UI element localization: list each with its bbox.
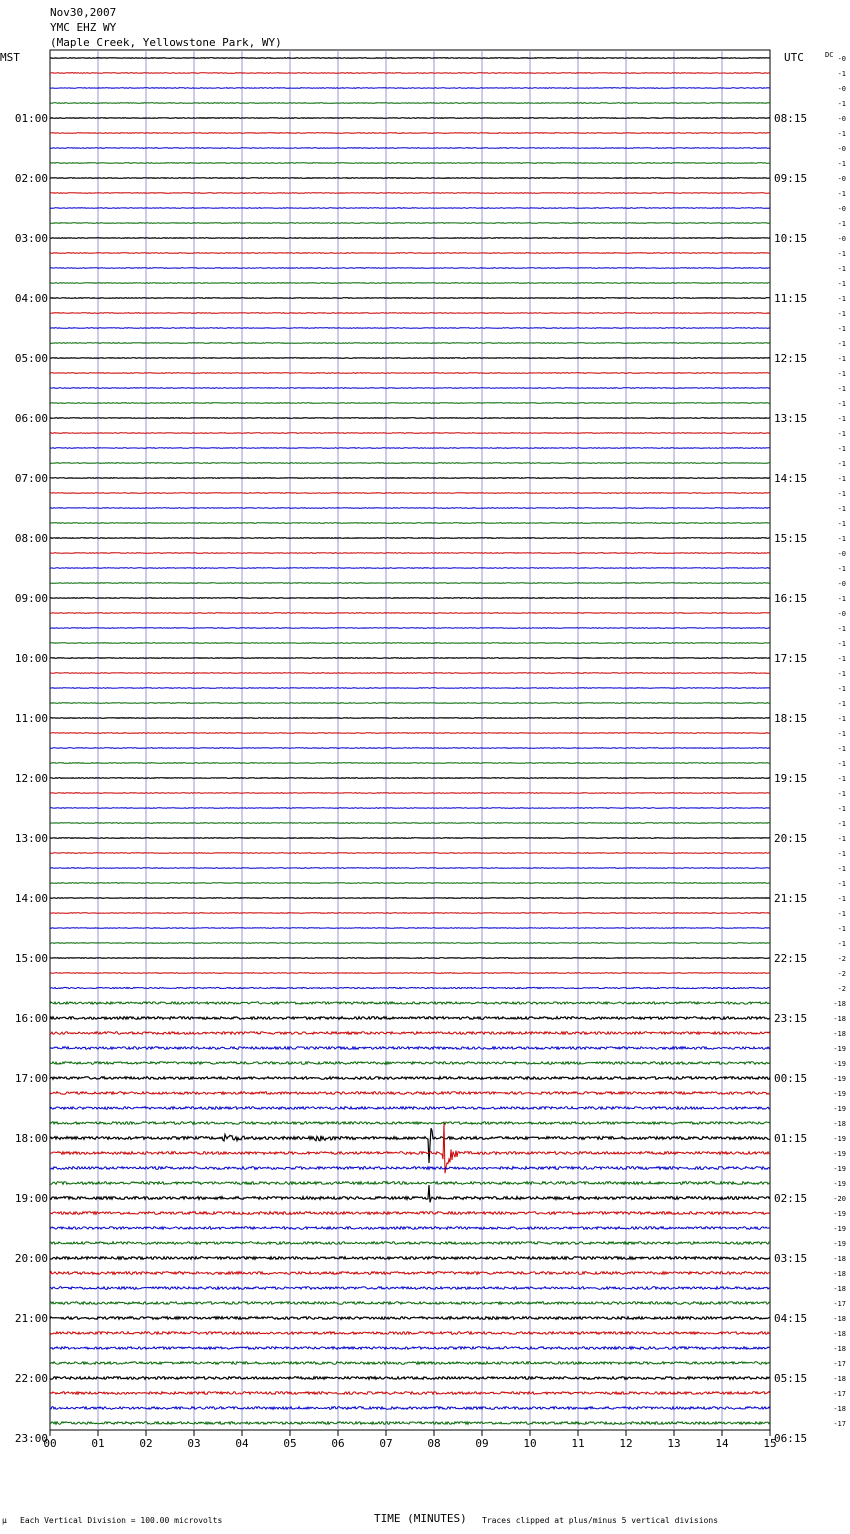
trace-row	[50, 733, 770, 734]
left-hour-label: 08:00	[14, 532, 48, 545]
trace-rows	[50, 58, 770, 1425]
trace-row	[50, 973, 770, 974]
right-hour-label: 01:15	[774, 1132, 808, 1145]
dc-offset-label: -17	[833, 1300, 846, 1308]
trace-row	[50, 418, 770, 419]
dc-offset-label: -1	[837, 220, 846, 228]
right-hour-label: 20:15	[774, 832, 808, 845]
right-hour-label: 00:15	[774, 1072, 808, 1085]
dc-offset-label: -18	[833, 1405, 846, 1413]
um-mark: μ	[2, 1516, 7, 1525]
right-hour-label: 11:15	[774, 292, 808, 305]
trace-row	[50, 1092, 770, 1095]
left-hour-label: 23:00	[14, 1432, 48, 1445]
left-hour-label: 05:00	[14, 352, 48, 365]
dc-offset-label: -1	[837, 250, 846, 258]
dc-offset-label: -1	[837, 430, 846, 438]
trace-row	[50, 238, 770, 239]
trace-row	[50, 1227, 770, 1230]
trace-row	[50, 898, 770, 899]
right-hour-label: 13:15	[774, 412, 808, 425]
dc-offset-label: -1	[837, 685, 846, 693]
dc-offset-label: -1	[837, 745, 846, 753]
dc-offset-label: -19	[833, 1180, 846, 1188]
left-hour-label: 03:00	[14, 232, 48, 245]
x-tick-label: 06	[331, 1437, 345, 1450]
trace-row	[50, 1212, 770, 1215]
dc-offset-label: -1	[837, 325, 846, 333]
left-hour-label: 16:00	[14, 1012, 48, 1025]
dc-offset-label: -1	[837, 535, 846, 543]
trace-row	[50, 958, 770, 959]
trace-row	[50, 1272, 770, 1275]
trace-row	[50, 73, 770, 74]
trace-row	[50, 118, 770, 119]
trace-row	[50, 178, 770, 179]
dc-offset-label: -1	[837, 460, 846, 468]
trace-row	[50, 508, 770, 509]
right-hour-label: 12:15	[774, 352, 808, 365]
dc-offset-label: -0	[837, 115, 846, 123]
dc-offset-label: -19	[833, 1045, 846, 1053]
dc-offset-label: -1	[837, 625, 846, 633]
trace-row	[50, 598, 770, 599]
trace-row	[50, 1317, 770, 1320]
right-hour-label: 09:15	[774, 172, 808, 185]
dc-offset-label: -0	[837, 55, 846, 63]
trace-row	[50, 987, 770, 988]
x-tick-label: 12	[619, 1437, 633, 1450]
dc-offset-label: -1	[837, 130, 846, 138]
trace-row	[50, 883, 770, 884]
trace-row	[50, 1407, 770, 1410]
trace-row	[50, 703, 770, 704]
left-hour-label: 12:00	[14, 772, 48, 785]
trace-row	[50, 1347, 770, 1350]
dc-offset-label: -19	[833, 1090, 846, 1098]
trace-row	[50, 583, 770, 584]
dc-offset-label: -1	[837, 655, 846, 663]
dc-offset-label: -1	[837, 415, 846, 423]
trace-row	[50, 643, 770, 644]
dc-offset-label: -1	[837, 850, 846, 858]
trace-row	[50, 1377, 770, 1380]
dc-offset-label: -19	[833, 1150, 846, 1158]
right-hour-label: 08:15	[774, 112, 808, 125]
trace-row	[50, 448, 770, 449]
dc-label: DC	[825, 51, 834, 59]
dc-offset-label: -2	[837, 970, 846, 978]
trace-row	[50, 748, 770, 749]
trace-row	[50, 253, 770, 254]
x-tick-label: 14	[715, 1437, 729, 1450]
trace-row	[50, 688, 770, 689]
dc-offset-label: -19	[833, 1135, 846, 1143]
trace-row	[50, 493, 770, 494]
left-hour-label: 07:00	[14, 472, 48, 485]
dc-offset-label: -1	[837, 715, 846, 723]
dc-offset-label: -1	[837, 445, 846, 453]
dc-offset-label: -1	[837, 340, 846, 348]
x-tick-label: 09	[475, 1437, 489, 1450]
trace-row	[50, 763, 770, 764]
trace-row	[50, 1257, 770, 1260]
trace-row	[50, 403, 770, 404]
trace-row	[50, 1332, 770, 1335]
right-hour-label: 16:15	[774, 592, 808, 605]
right-hour-label: 14:15	[774, 472, 808, 485]
trace-row	[50, 1123, 770, 1174]
dc-offset-label: -1	[837, 400, 846, 408]
trace-row	[50, 613, 770, 614]
dc-offset-label: -1	[837, 475, 846, 483]
trace-row	[50, 283, 770, 284]
trace-row	[50, 208, 770, 209]
trace-row	[50, 1392, 770, 1395]
trace-row	[50, 673, 770, 674]
left-hour-label: 19:00	[14, 1192, 48, 1205]
dc-offset-label: -1	[837, 940, 846, 948]
trace-row	[50, 148, 770, 149]
dc-offset-label: -1	[837, 775, 846, 783]
dc-offset-label: -1	[837, 490, 846, 498]
location-label: (Maple Creek, Yellowstone Park, WY)	[50, 36, 282, 49]
dc-offset-label: -1	[837, 310, 846, 318]
trace-row	[50, 808, 770, 809]
right-timezone-label: UTC	[784, 51, 804, 64]
dc-offset-label: -19	[833, 1165, 846, 1173]
trace-row	[50, 1287, 770, 1290]
dc-offset-label: -2	[837, 985, 846, 993]
right-hour-label: 04:15	[774, 1312, 808, 1325]
x-tick-label: 13	[667, 1437, 681, 1450]
dc-offset-label: -17	[833, 1420, 846, 1428]
x-tick-label: 11	[571, 1437, 585, 1450]
date-label: Nov30,2007	[50, 6, 117, 19]
right-hour-label: 21:15	[774, 892, 808, 905]
trace-row	[50, 223, 770, 224]
dc-offset-label: -19	[833, 1240, 846, 1248]
trace-row	[50, 1047, 770, 1050]
scale-note: Each Vertical Division = 100.00 microvolts	[20, 1516, 223, 1525]
dc-offset-labels	[833, 55, 846, 1428]
dc-offset-label: -19	[833, 1210, 846, 1218]
trace-row	[50, 88, 770, 89]
trace-row	[50, 913, 770, 914]
dc-offset-label: -0	[837, 610, 846, 618]
dc-offset-label: -0	[837, 550, 846, 558]
dc-offset-label: -1	[837, 760, 846, 768]
trace-row	[50, 943, 770, 944]
right-hour-label: 05:15	[774, 1372, 808, 1385]
left-hour-label: 06:00	[14, 412, 48, 425]
left-hour-label: 09:00	[14, 592, 48, 605]
trace-row	[50, 1002, 770, 1004]
trace-row	[50, 1167, 770, 1170]
right-hour-label: 15:15	[774, 532, 808, 545]
left-hour-label: 20:00	[14, 1252, 48, 1265]
station-label: YMC EHZ WY	[50, 21, 117, 34]
dc-offset-label: -1	[837, 925, 846, 933]
trace-row	[50, 478, 770, 479]
dc-offset-label: -0	[837, 85, 846, 93]
dc-offset-label: -1	[837, 700, 846, 708]
x-tick-label: 15	[763, 1437, 777, 1450]
dc-offset-label: -18	[833, 1000, 846, 1008]
dc-offset-label: -1	[837, 880, 846, 888]
trace-row	[50, 1302, 770, 1305]
trace-row	[50, 658, 770, 659]
trace-row	[50, 523, 770, 524]
x-axis	[43, 1430, 776, 1450]
dc-offset-label: -18	[833, 1120, 846, 1128]
dc-offset-label: -1	[837, 565, 846, 573]
left-hour-label: 13:00	[14, 832, 48, 845]
trace-row	[50, 1185, 770, 1202]
dc-offset-label: -19	[833, 1075, 846, 1083]
right-hour-label: 18:15	[774, 712, 808, 725]
dc-offset-label: -0	[837, 205, 846, 213]
dc-offset-label: -18	[833, 1375, 846, 1383]
trace-row	[50, 1422, 770, 1425]
dc-offset-label: -1	[837, 70, 846, 78]
trace-row	[50, 553, 770, 554]
x-tick-label: 00	[43, 1437, 57, 1450]
dc-offset-label: -0	[837, 175, 846, 183]
trace-row	[50, 538, 770, 539]
left-hour-label: 10:00	[14, 652, 48, 665]
trace-row	[50, 373, 770, 374]
dc-offset-label: -1	[837, 355, 846, 363]
trace-row	[50, 133, 770, 134]
dc-offset-label: -1	[837, 805, 846, 813]
dc-offset-label: -1	[837, 265, 846, 273]
dc-offset-label: -1	[837, 295, 846, 303]
trace-row	[50, 463, 770, 464]
trace-row	[50, 163, 770, 164]
x-tick-label: 04	[235, 1437, 249, 1450]
trace-row	[50, 343, 770, 344]
dc-offset-label: -1	[837, 280, 846, 288]
x-tick-label: 08	[427, 1437, 441, 1450]
right-hour-label: 03:15	[774, 1252, 808, 1265]
x-tick-label: 05	[283, 1437, 297, 1450]
left-timezone-label: MST	[0, 51, 20, 64]
dc-offset-label: -1	[837, 190, 846, 198]
dc-offset-label: -1	[837, 790, 846, 798]
trace-row	[50, 1107, 770, 1110]
trace-row	[50, 298, 770, 299]
dc-offset-label: -1	[837, 670, 846, 678]
dc-offset-label: -0	[837, 145, 846, 153]
left-hour-label: 01:00	[14, 112, 48, 125]
dc-offset-label: -1	[837, 730, 846, 738]
trace-row	[50, 1362, 770, 1365]
trace-row	[50, 868, 770, 869]
trace-row	[50, 838, 770, 839]
dc-offset-label: -2	[837, 955, 846, 963]
dc-offset-label: -1	[837, 370, 846, 378]
trace-row	[50, 103, 770, 104]
dc-offset-label: -18	[833, 1255, 846, 1263]
trace-row	[50, 793, 770, 794]
trace-row	[50, 1032, 770, 1035]
dc-offset-label: -1	[837, 505, 846, 513]
trace-row	[50, 823, 770, 824]
trace-row	[50, 1017, 770, 1020]
dc-offset-label: -18	[833, 1030, 846, 1038]
trace-row	[50, 1128, 770, 1163]
dc-offset-label: -17	[833, 1390, 846, 1398]
right-hour-label: 22:15	[774, 952, 808, 965]
dc-offset-label: -18	[833, 1270, 846, 1278]
dc-offset-label: -1	[837, 520, 846, 528]
trace-row	[50, 193, 770, 194]
dc-offset-label: -17	[833, 1360, 846, 1368]
dc-offset-label: -1	[837, 835, 846, 843]
clip-note: Traces clipped at plus/minus 5 vertical divisions	[482, 1516, 719, 1525]
left-hour-labels	[15, 112, 48, 1445]
x-tick-label: 10	[523, 1437, 537, 1450]
trace-row	[50, 1242, 770, 1245]
dc-offset-label: -20	[833, 1195, 846, 1203]
dc-offset-label: -19	[833, 1060, 846, 1068]
dc-offset-label: -1	[837, 640, 846, 648]
x-tick-label: 02	[139, 1437, 153, 1450]
dc-offset-label: -18	[833, 1015, 846, 1023]
dc-offset-label: -1	[837, 910, 846, 918]
trace-row	[50, 778, 770, 779]
trace-row	[50, 1062, 770, 1065]
trace-row	[50, 1122, 770, 1125]
trace-row	[50, 853, 770, 854]
trace-row	[50, 928, 770, 929]
dc-offset-label: -1	[837, 865, 846, 873]
trace-row	[50, 628, 770, 629]
trace-row	[50, 1182, 770, 1185]
right-hour-label: 23:15	[774, 1012, 808, 1025]
dc-offset-label: -19	[833, 1225, 846, 1233]
dc-offset-label: -0	[837, 235, 846, 243]
right-hour-labels	[774, 112, 807, 1445]
trace-row	[50, 268, 770, 269]
dc-offset-label: -1	[837, 100, 846, 108]
dc-offset-label: -19	[833, 1105, 846, 1113]
left-hour-label: 17:00	[14, 1072, 48, 1085]
dc-offset-label: -18	[833, 1330, 846, 1338]
x-axis-title: TIME (MINUTES)	[374, 1512, 467, 1525]
left-hour-label: 02:00	[14, 172, 48, 185]
right-hour-label: 06:15	[774, 1432, 808, 1445]
left-hour-label: 04:00	[14, 292, 48, 305]
trace-row	[50, 388, 770, 389]
trace-row	[50, 358, 770, 359]
right-hour-label: 10:15	[774, 232, 808, 245]
trace-row	[50, 58, 770, 59]
dc-offset-label: -18	[833, 1315, 846, 1323]
trace-row	[50, 718, 770, 719]
trace-row	[50, 328, 770, 329]
left-hour-label: 11:00	[14, 712, 48, 725]
right-hour-label: 02:15	[774, 1192, 808, 1205]
right-hour-label: 17:15	[774, 652, 808, 665]
dc-offset-label: -1	[837, 595, 846, 603]
plot-frame	[50, 50, 770, 1430]
dc-offset-label: -1	[837, 160, 846, 168]
x-tick-label: 03	[187, 1437, 201, 1450]
left-hour-label: 14:00	[14, 892, 48, 905]
x-tick-label: 01	[91, 1437, 105, 1450]
minute-grid	[50, 50, 770, 1430]
dc-offset-label: -18	[833, 1285, 846, 1293]
dc-offset-label: -18	[833, 1345, 846, 1353]
trace-row	[50, 568, 770, 569]
dc-offset-label: -1	[837, 820, 846, 828]
right-hour-label: 19:15	[774, 772, 808, 785]
left-hour-label: 18:00	[14, 1132, 48, 1145]
trace-row	[50, 1077, 770, 1080]
left-hour-label: 21:00	[14, 1312, 48, 1325]
trace-row	[50, 433, 770, 434]
dc-offset-label: -1	[837, 385, 846, 393]
dc-offset-label: -0	[837, 580, 846, 588]
trace-row	[50, 313, 770, 314]
dc-offset-label: -1	[837, 895, 846, 903]
left-hour-label: 15:00	[14, 952, 48, 965]
left-hour-label: 22:00	[14, 1372, 48, 1385]
x-tick-label: 07	[379, 1437, 393, 1450]
